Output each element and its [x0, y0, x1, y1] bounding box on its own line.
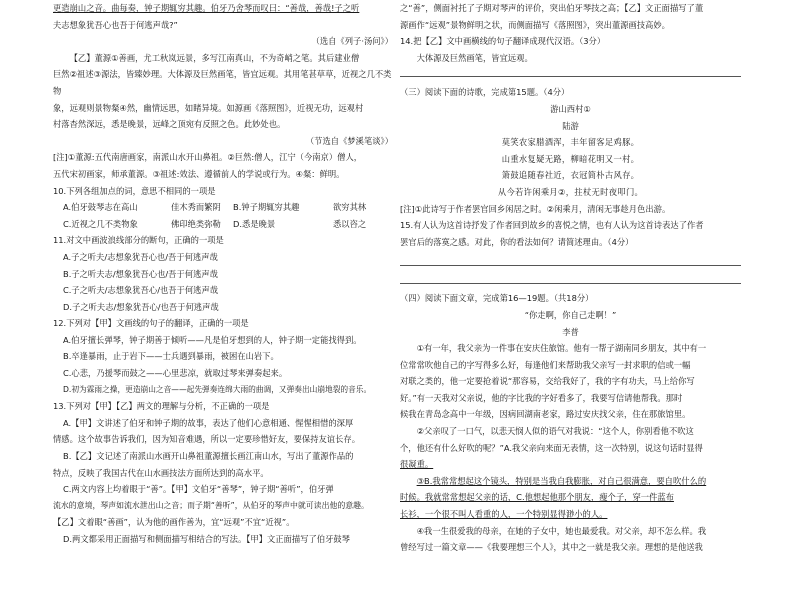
essay-line: ①有一年，我父亲为一件事在安庆住旅馆。他有一帮子湖南同乡朋友，其中有一 [416, 343, 707, 354]
q11-option-c[interactable]: C.子之听夫/志想象犹吾心/也吾于何逃声哉 [63, 285, 219, 296]
q13-option-a-cont: 情感。这个故事告诉我们，因为知音难遇，所以一定要珍惜好友，要保持友谊长存。 [53, 434, 360, 445]
note-line: [注]①董源:五代南唐画家，南派山水开山鼻祖。②巨然:僧人，江宁（今南京）僧人， [53, 152, 363, 163]
essay-line [400, 456, 741, 473]
q10-option-d[interactable]: D.悉是晚景 [233, 218, 276, 229]
essay-line: 曾经写过一篇文章——《我要理想三个人》，其中之一就是我父亲。理想的是他送我 [400, 542, 703, 553]
essay-line [400, 473, 741, 490]
left-column [53, 0, 393, 548]
q10-option-a-pair: 佳木秀而繁阴 [171, 202, 221, 213]
q13-option-c[interactable]: C.两文内容上均着眼于“善”。【甲】文伯牙“善琴”，钟子期“善听”，伯牙弹 [63, 484, 334, 495]
essay-author: 李普 [562, 326, 579, 337]
q13-option-c-cont: 【乙】文着眼“善画”，认为他的画作善为，宜“远观”不宜“近视”。 [53, 517, 295, 528]
question-14: 14.把【乙】文中画横线的句子翻译成现代汉语。（3分） [400, 36, 606, 47]
question-10: 10.下列各组加点的词，意思不相同的一项是 [53, 185, 216, 196]
right-column [400, 0, 741, 556]
q10-option-d-pair: 悉以咨之 [333, 218, 367, 229]
q13-option-b-cont: 特点，反映了我国古代在山水画技法方面所达到的高水平。 [53, 467, 269, 478]
essay-underlined: 长衫，一个很不叫人看重的人，一个特别显得渺小的人。 [400, 509, 608, 520]
passage-yi-line: 象，远观则景物粲④然，幽情远思，如睹异境。如源画《落照图》，近视无功，远观村 [53, 102, 364, 113]
poem-line: 山重水复疑无路，柳暗花明又一村。 [501, 153, 640, 164]
q10-options-row [53, 199, 393, 216]
poem-line: 莫笑农家腊酒浑，丰年留客足鸡豚。 [501, 137, 640, 148]
poem-note: [注]①此诗写于作者罢官回乡闲居之时。②闲乘月，清闲无事趁月色出游。 [400, 203, 671, 214]
essay-line [400, 506, 741, 523]
passage-jia-line: 夫志想象犹吾心也吾于何逃声哉?” [53, 19, 178, 30]
q10-options-row [53, 216, 393, 233]
question-12: 12.下列对【甲】文画线的句子的翻译，正确的一项是 [53, 318, 249, 329]
q11-option-a[interactable]: A.子之听夫/志想象犹吾心也/吾于何逃声哉 [63, 251, 218, 262]
q11-option-d[interactable]: D.子之听夫志/想象犹吾心/也吾于何逃声哉 [63, 301, 219, 312]
q12-option-c[interactable]: C.心悲，乃援琴而鼓之——心里悲凉，就取过琴来弹奏起来。 [63, 368, 288, 379]
q13-option-d-cont: 源画作“远观”景物鲜明之状，而侧面描写《落照图》，突出董源画技高妙。 [400, 19, 670, 30]
essay-line: 好。”有一天我对父亲说，他的字比我的字好看多了，我要写信请他帮我。那时 [400, 392, 683, 403]
q13-option-d-cont: 之“善”，侧面衬托了子期对琴声的评价，突出伯牙琴技之高；【乙】文正面描写了董 [400, 3, 704, 13]
essay-line: 候我在青岛念高中一年级，因病回湖南老家，路过安庆找父亲，住在那旅馆里。 [400, 409, 691, 420]
q12-option-a[interactable]: A.伯牙擅长弹琴，钟子期善于倾听——凡是伯牙想到的人，钟子期一定能找得到。 [63, 334, 362, 345]
question-11: 11.对文中画波浪线部分的断句，正确的一项是 [53, 235, 224, 246]
q12-option-d[interactable]: D.初为霖雨之操，更造崩山之音——起先弹奏连绵大雨的曲调，又弹奏出山崩地裂的音乐。 [63, 384, 372, 394]
essay-line: 个，他还有什么好吹的呢？”A.我父亲向来面无表情，这一次特别，说这句话时显得 [400, 442, 703, 453]
q13-option-c-cont: 流水的意境，琴声如流水泄出山之音；而子期“善听”，从伯牙的琴声中就可读出他的意趣。 [53, 500, 369, 510]
section-4-heading: （四）阅读下面文章，完成第16—19题。（共18分） [400, 293, 594, 304]
passage-yi-line: 【乙】董源①善画，尤工秋岚远景，多写江南真山，不为奇峭之笔。其后建业僧 [69, 52, 360, 63]
poem-title: 游山西村① [550, 103, 591, 114]
passage-jia-line [53, 0, 393, 17]
source-yi: （节选自《梦溪笔谈》） [305, 135, 393, 146]
q13-option-a[interactable]: A.【甲】文讲述了伯牙和钟子期的故事，表达了他们心意相通、惺惺相惜的深厚 [63, 417, 354, 428]
essay-underlined: ③B.我常常想起这个镜头，特别是当我自我膨胀，对自己很满意，要自吹什么的 [416, 475, 707, 486]
q10-option-b-pair: 欲穷其林 [333, 202, 367, 213]
poem-line: 从今若许闲乘月②，拄杖无时夜叩门。 [497, 186, 644, 197]
passage-text: 更造崩山之音。曲每奏，钟子期辄穷其趣。伯牙乃舍琴而叹曰：“善哉，善哉!子之听 [53, 3, 360, 13]
essay-line: 位常常吹他自己的字写得多么好，每逢他们来帮助我父亲写一封求职的信或一幅 [400, 359, 691, 370]
q10-option-b[interactable]: B.钟子期辄穷其趣 [233, 202, 300, 213]
essay-line: ④我一生很爱我的母亲，在她的子女中，她也最爱我。对父亲，却不怎么样。我 [416, 525, 707, 536]
q14-sentence: 大体源及巨然画笔，皆宜远观。 [416, 52, 533, 63]
q13-option-d[interactable]: D.两文都采用正面描写和侧面描写相结合的写法。【甲】文正面描写了伯牙鼓琴 [63, 534, 350, 544]
question-13: 13.下列对【甲】【乙】两文的理解与分析，不正确的一项是 [53, 401, 270, 412]
answer-line[interactable] [400, 268, 741, 284]
q13-option-b[interactable]: B.【乙】文记述了南派山水画开山鼻祖董源擅长画江南山水，写出了董源作品的 [63, 451, 354, 462]
passage-yi-line: 村落杳然深远，悉是晚景，远峰之顶宛有反照之色。此妙处也。 [53, 119, 286, 130]
essay-underlined: 很凝重。 [400, 459, 434, 470]
essay-line: 对联之类的，他一定要抢着说“那容易，交给我好了，我的字有功夫，马上给你写 [400, 376, 695, 387]
poem-line: 箫鼓追随春社近，衣冠简朴古风存。 [501, 170, 640, 181]
source-jia: （选自《列子·汤问》） [311, 36, 393, 47]
essay-line [400, 489, 741, 506]
q11-option-b[interactable]: B.子之听夫志/想象犹吾心也/吾于何逃声哉 [63, 268, 218, 279]
essay-underlined: 时候。我就常常想起父亲的话，C.他想起他那个朋友，瘦个子，穿一件蓝布 [400, 492, 674, 503]
section-3-heading: （三）阅读下面的诗歌，完成第15题。（4分） [400, 87, 570, 98]
essay-line: ②父亲叹了一口气，以悲天悯人似的语气对我说：“这个人，你别看他不吹这 [416, 426, 694, 437]
question-15-cont: 罢官后的落寞之感。对此，你的看法如何？请简述理由。（4分） [400, 236, 634, 247]
answer-line[interactable] [400, 76, 741, 77]
essay-title: “你走啊，你自己走啊！” [524, 309, 617, 320]
q10-option-c-pair: 佛印绝类弥勒 [171, 218, 221, 229]
poem-author: 陆游 [562, 120, 579, 131]
passage-yi-line: 巨然②祖述③源法，皆臻妙理。大体源及巨然画笔，皆宜远观。其用笔甚草草，近视之几不类物 [53, 69, 392, 96]
question-15: 15.有人认为这首诗抒发了作者回到故乡的喜悦之情，也有人认为这首诗表达了作者 [400, 220, 704, 231]
q10-option-a[interactable]: A.伯牙鼓琴志在高山 [63, 202, 138, 213]
note-line: 五代宋初画家，师承董源。③祖述:效法、遵循前人的学说或行为。④粲：鲜明。 [53, 168, 345, 179]
q10-option-c[interactable]: C.近视之几不类物象 [63, 218, 138, 229]
q12-option-b[interactable]: B.卒逢暴雨，止于岩下——士兵遇到暴雨，被困在山岩下。 [63, 351, 279, 362]
answer-line[interactable] [400, 250, 741, 266]
